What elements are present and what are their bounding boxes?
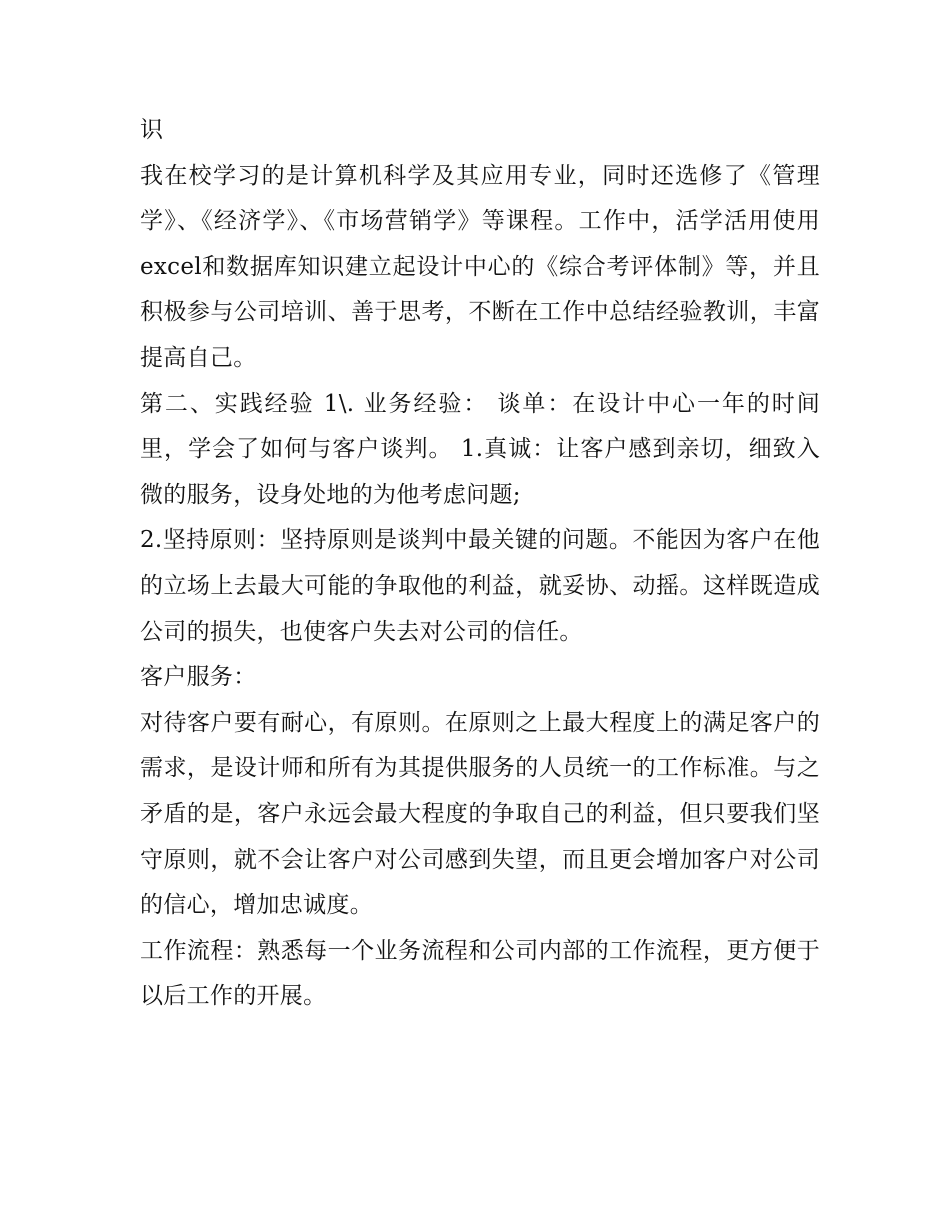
document-body: [140, 108, 820, 1020]
paragraph-practice-experience: 第二、实践经验 1\. 业务经验： 谈单：在设计中心一年的时间里，学会了如何与客户谈判。 1.真诚：让客户感到亲切，细致入微的服务，设身处地的为他考虑问题;: [140, 390, 820, 508]
paragraph-workflow: 工作流程：熟悉每一个业务流程和公司内部的工作流程，更方便于以后工作的开展。: [140, 937, 820, 1010]
paragraph-fragment: 识: [140, 117, 164, 143]
paragraph-principles: 2.坚持原则：坚持原则是谈判中最关键的问题。不能因为客户在他的立场上去最大可能的争取他的利益，就妥协、动摇。这样既造成公司的损失，也使客户失去对公司的信任。: [140, 527, 820, 645]
paragraph-customer-service-heading: 客户服务：: [140, 664, 257, 691]
paragraph-customer-service: 对待客户要有耐心，有原则。在原则之上最大程度上的满足客户的需求，是设计师和所有为其提供服务的人员统一的工作标准。与之矛盾的是，客户永远会最大程度的争取自己的利益，但只要我们坚守原则，就不会让客户对公司感到失望，而且更会增加客户对公司的信心，增加忠诚度。: [140, 709, 820, 919]
paragraph-education: 我在校学习的是计算机科学及其应用专业，同时还选修了《管理学》、《经济学》、《市场营销学》等课程。工作中，活学活用使用excel和数据库知识建立起设计中心的《综合考评体制》等，并且积极参与公司培训、善于思考，不断在工作中总结经验教训，丰富提高自己。: [140, 162, 820, 371]
